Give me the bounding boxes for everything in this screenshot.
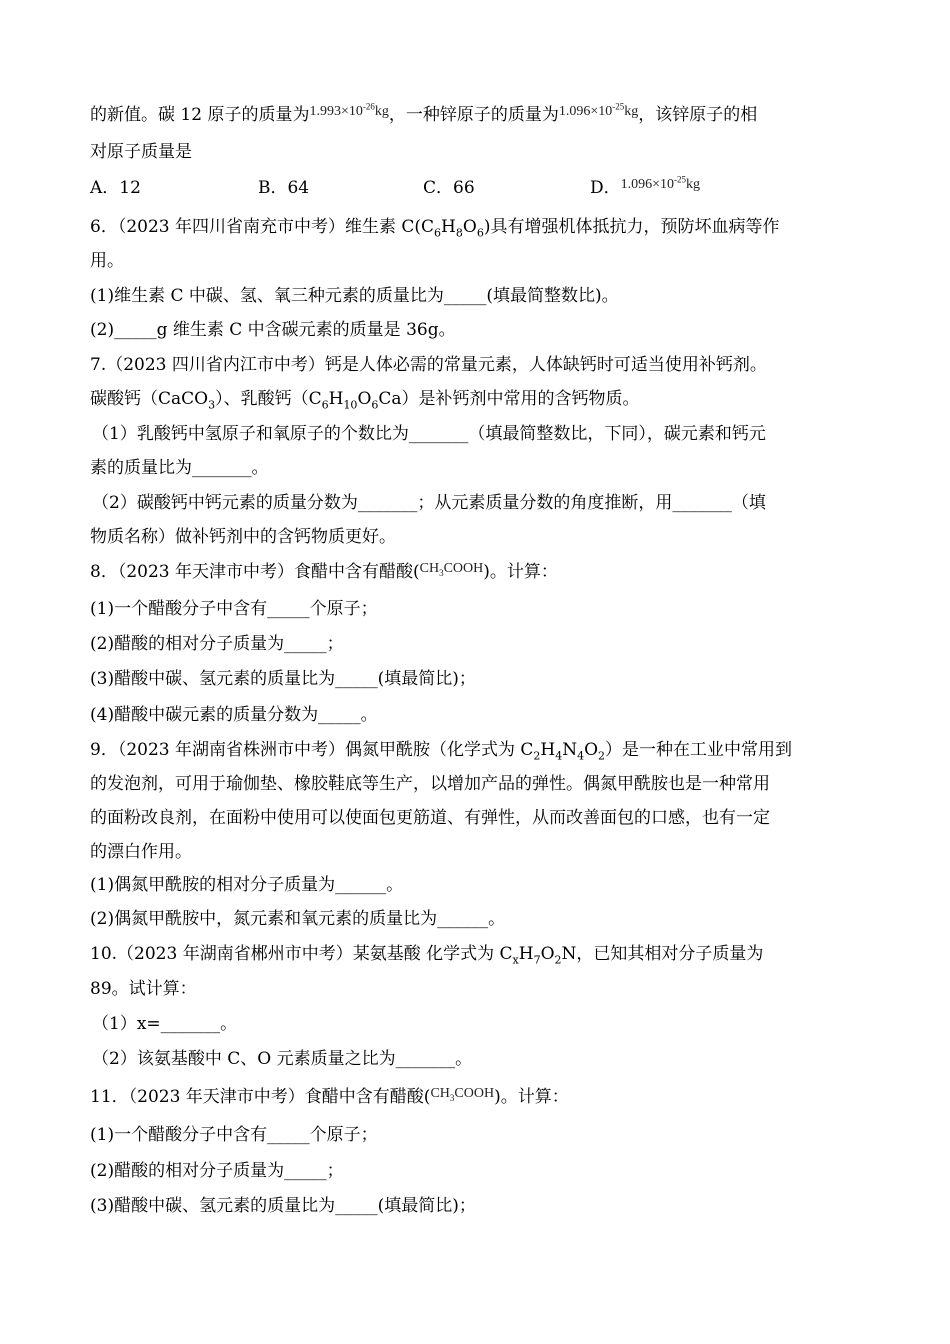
zinc-mass-formula: 1.096×10-25kg [558,101,639,119]
q6-part-2: (2)_____g 维生素 C 中含碳元素的质量是 36g。 [90,320,456,340]
q8-part-1: (1)一个醋酸分子中含有_____个原子； [90,599,378,619]
q10-part-2: （2）该氨基酸中 C、O 元素质量之比为_______。 [92,1049,473,1069]
q11-part-1: (1)一个醋酸分子中含有_____个原子； [90,1125,378,1145]
q8-part-4: (4)醋酸中碳元素的质量分数为_____。 [90,705,378,725]
q5-option-b: B．64 [258,178,310,198]
carbon-mass-formula: 1.993×10-26kg [309,101,389,119]
q5-line-1: 的新值。碳 12 原子的质量为$^{1.993\times 10^{-26}kg}$，一种锌原子的质量为$^{1.096\times 10^{-25}kg}$，该锌原子的相 [90,101,758,125]
q7-line-2: 碳酸钙（CaCO$_3$）、乳酸钙$(C_6H_{10}O_6Ca)$是补钙剂中常用的含钙物质。 [90,389,640,412]
q10-line-1: 10.（2023 年湖南省郴州市中考）某氨基酸 化学式为 $C_xH_7O_2N$，已知其相对分子质量为 [90,944,764,967]
q9-line-3: 的面粉改良剂，在面粉中使用可以使面包更筋道、有弹性，从而改善面包的口感，也有一定 [90,808,770,828]
q9-part-2: (2)偶氮甲酰胺中，氮元素和氧元素的质量比为______。 [90,909,506,929]
q8-line-1: 8．（2023 年天津市中考）食醋中含有醋酸($^{CH_3COOH}$)。计算： [90,561,558,582]
q7-part-2-line-1: （2）碳酸钙中钙元素的质量分数为_______；从元素质量分数的角度推断，用_______（填 [92,493,766,513]
q7-part-1-line-1: （1）乳酸钙中氢原子和氧原子的个数比为_______（填最简整数比，下同），碳元素和钙元 [92,424,766,444]
q9-part-1: (1)偶氮甲酰胺的相对分子质量为______。 [90,875,404,895]
acetic-acid-formula: CH3COOH [419,561,484,578]
q11-line-1: 11．（2023 年天津市中考）食醋中含有醋酸($^{CH_3COOH}$)。计算： [90,1086,569,1107]
q11-part-2: (2)醋酸的相对分子质量为_____； [90,1161,344,1181]
q9-line-2: 的发泡剂，可用于瑜伽垫、橡胶鞋底等生产，以增加产品的弹性。偶氮甲酰胺也是一种常用 [90,774,770,794]
acetic-acid-formula-2: CH3COOH [430,1086,495,1103]
zinc-mass-formula-d: 1.096×10-25kg [620,174,701,192]
q5-option-a: A．12 [90,178,141,198]
q7-part-2-line-2: 物质名称）做补钙剂中的含钙物质更好。 [90,527,396,547]
q9-line-1: 9．（2023 年湖南省株洲市中考）偶氮甲酰胺（化学式为 $C_2H_4N_4O_2$）是一种在工业中常用到 [90,740,793,763]
q9-line-4: 的漂白作用。 [90,842,192,862]
q5-line-2: 对原子质量是 [90,142,192,162]
q6-line-1: 6．（2023 年四川省南充市中考）维生素 $C(C_6H_8O_6)$具有增强机体抵抗力，预防坏血病等作 [90,217,780,240]
q8-part-3: (3)醋酸中碳、氢元素的质量比为_____(填最简比)； [90,669,476,689]
q6-part-1: (1)维生素 C 中碳、氢、氧三种元素的质量比为_____(填最简整数比)。 [90,286,619,306]
q7-line-1: 7.（2023 四川省内江市中考）钙是人体必需的常量元素，人体缺钙时可适当使用补钙剂。 [90,355,767,375]
q10-part-1: （1）x=_______。 [92,1014,238,1034]
q11-part-3: (3)醋酸中碳、氢元素的质量比为_____(填最简比)； [90,1196,476,1216]
q5-option-d: D．$^{1.096\times 10^{-25}kg}$ [590,174,701,198]
q6-line-2: 用。 [90,251,124,271]
q10-line-2: 89。试计算： [90,979,197,999]
q7-part-1-line-2: 素的质量比为_______。 [90,458,269,478]
q5-option-c: C．66 [423,178,475,198]
q8-part-2: (2)醋酸的相对分子质量为_____； [90,634,344,654]
